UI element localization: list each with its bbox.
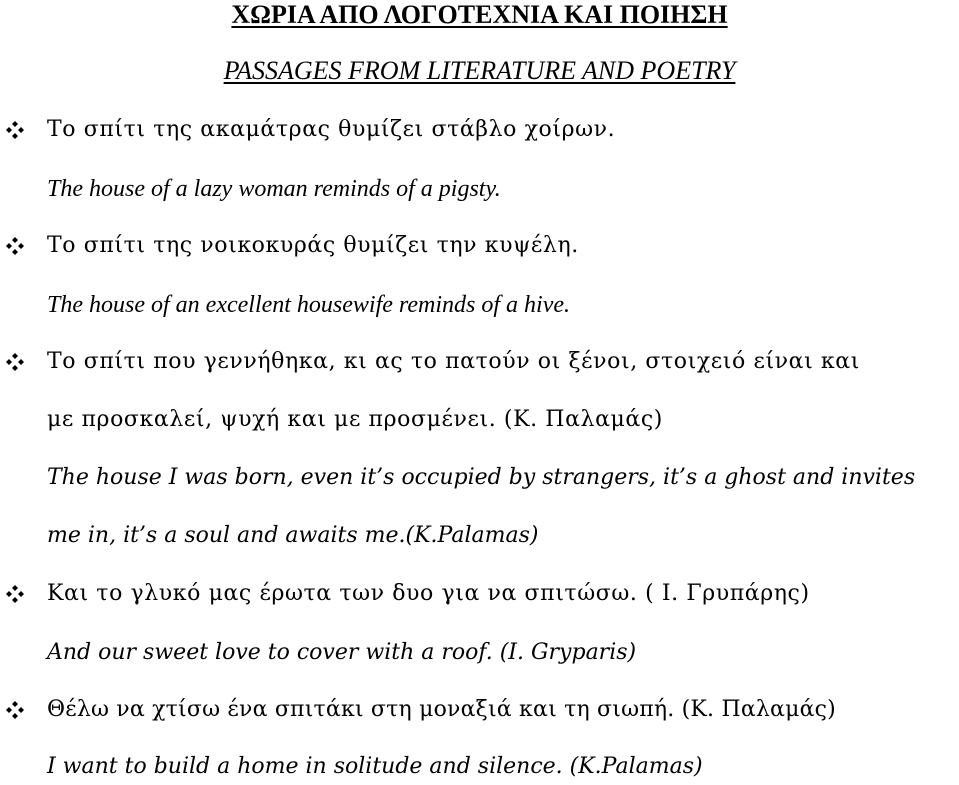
passage-1-english-line-1: The house of a lazy woman reminds of a pigsty.: [47, 176, 501, 202]
page-title: ΧΩΡΙΑ ΑΠΟ ΛΟΓΟΤΕΧΝΙΑ ΚΑΙ ΠΟΙΗΣΗ: [231, 0, 728, 29]
passage-3-english-line-2: me in, it’s a soul and awaits me.(K.Palamas): [47, 523, 539, 548]
passage-3-greek-line-2: με προσκαλεί, ψυχή και με προσμένει. (Κ. Παλαμάς): [47, 407, 663, 432]
passage-2-greek-line-1: Το σπίτι της νοικοκυράς θυμίζει την κυψέλη.: [47, 233, 579, 258]
four-diamond-bullet-icon: [6, 701, 24, 719]
passage-4-greek-line-1: Και το γλυκό μας έρωτα των δυο για να σπιτώσω. ( Ι. Γρυπάρης): [47, 581, 810, 606]
four-diamond-bullet-icon: [6, 353, 24, 371]
four-diamond-bullet-icon: [6, 121, 24, 139]
four-diamond-bullet-icon: [6, 585, 24, 603]
passage-1-greek-line-1: Το σπίτι της ακαμάτρας θυμίζει στάβλο χοίρων.: [47, 117, 616, 142]
page-subtitle: PASSAGES FROM LITERATURE AND POETRY: [223, 56, 736, 85]
passage-4-english-line-1: And our sweet love to cover with a roof. (I. Gryparis): [47, 640, 637, 665]
passage-3-english-line-1: The house I was born, even it’s occupied by strangers, it’s a ghost and invites: [47, 465, 916, 490]
four-diamond-bullet-icon: [6, 237, 24, 255]
passage-2-english-line-1: The house of an excellent housewife reminds of a hive.: [47, 292, 570, 318]
passage-3-greek-line-1: Το σπίτι που γεννήθηκα, κι ας το πατούν οι ξένοι, στοιχειό είναι και: [47, 349, 860, 374]
passage-5-greek-line-1: Θέλω να χτίσω ένα σπιτάκι στη μοναξιά και τη σιωπή. (Κ. Παλαμάς): [47, 697, 836, 722]
passage-5-english-line-1: I want to build a home in solitude and silence. (K.Palamas): [47, 754, 703, 779]
